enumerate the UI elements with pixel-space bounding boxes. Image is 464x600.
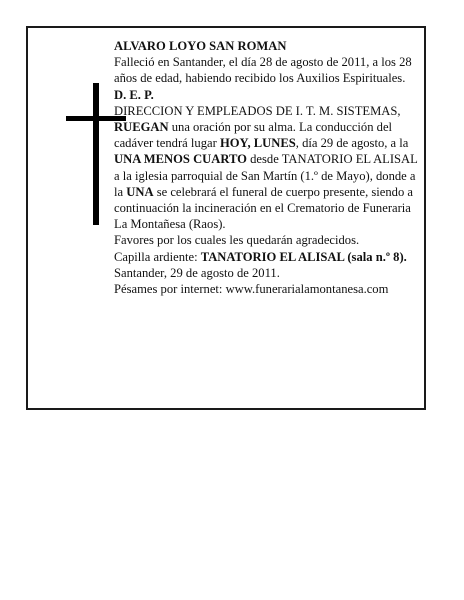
deceased-name: ALVARO LOYO SAN ROMAN — [114, 39, 287, 53]
death-announcement: Falleció en Santander, el día 28 de agosto de 2011, a los 28 años de edad, habiendo recibido los Auxilios Espirituales. — [114, 55, 412, 86]
funeral-details: RUEGAN una oración por su alma. La conducción del cadáver tendrá lugar HOY, LUNES, día 29 de agosto, a la UNA MENOS CUARTO desde TANATORIO EL ALISAL a la iglesia parroquial de San Martín (1.º de Mayo), donde a la UNA se celebrará el funeral de cuerpo presente, siendo a continuación la incineración en el Crematorio de Funeraria La Montañesa (Raos). — [114, 120, 418, 232]
place-date-line: Santander, 29 de agosto de 2011. — [114, 265, 280, 280]
time-bold: UNA MENOS CUARTO — [114, 152, 247, 167]
day-bold: HOY, LUNES — [219, 136, 296, 151]
mourners-line: DIRECCION Y EMPLEADOS DE I. T. M. SISTEMAS, — [114, 103, 401, 118]
notice-body — [114, 38, 420, 297]
request-bold: RUEGAN — [114, 120, 169, 135]
dep-line: D. E. P. — [114, 87, 154, 102]
chapel-line: Capilla ardiente: TANATORIO EL ALISAL (sala n.º 8). — [114, 249, 407, 264]
thanks-line: Favores por los cuales les quedarán agradecidos. — [114, 233, 360, 248]
condolences-line: Pésames por internet: www.funerarialamontanesa.com — [114, 282, 389, 297]
chapel-bold: TANATORIO EL ALISAL (sala n.º 8). — [200, 249, 407, 264]
mass-time-bold: UNA — [126, 184, 154, 199]
